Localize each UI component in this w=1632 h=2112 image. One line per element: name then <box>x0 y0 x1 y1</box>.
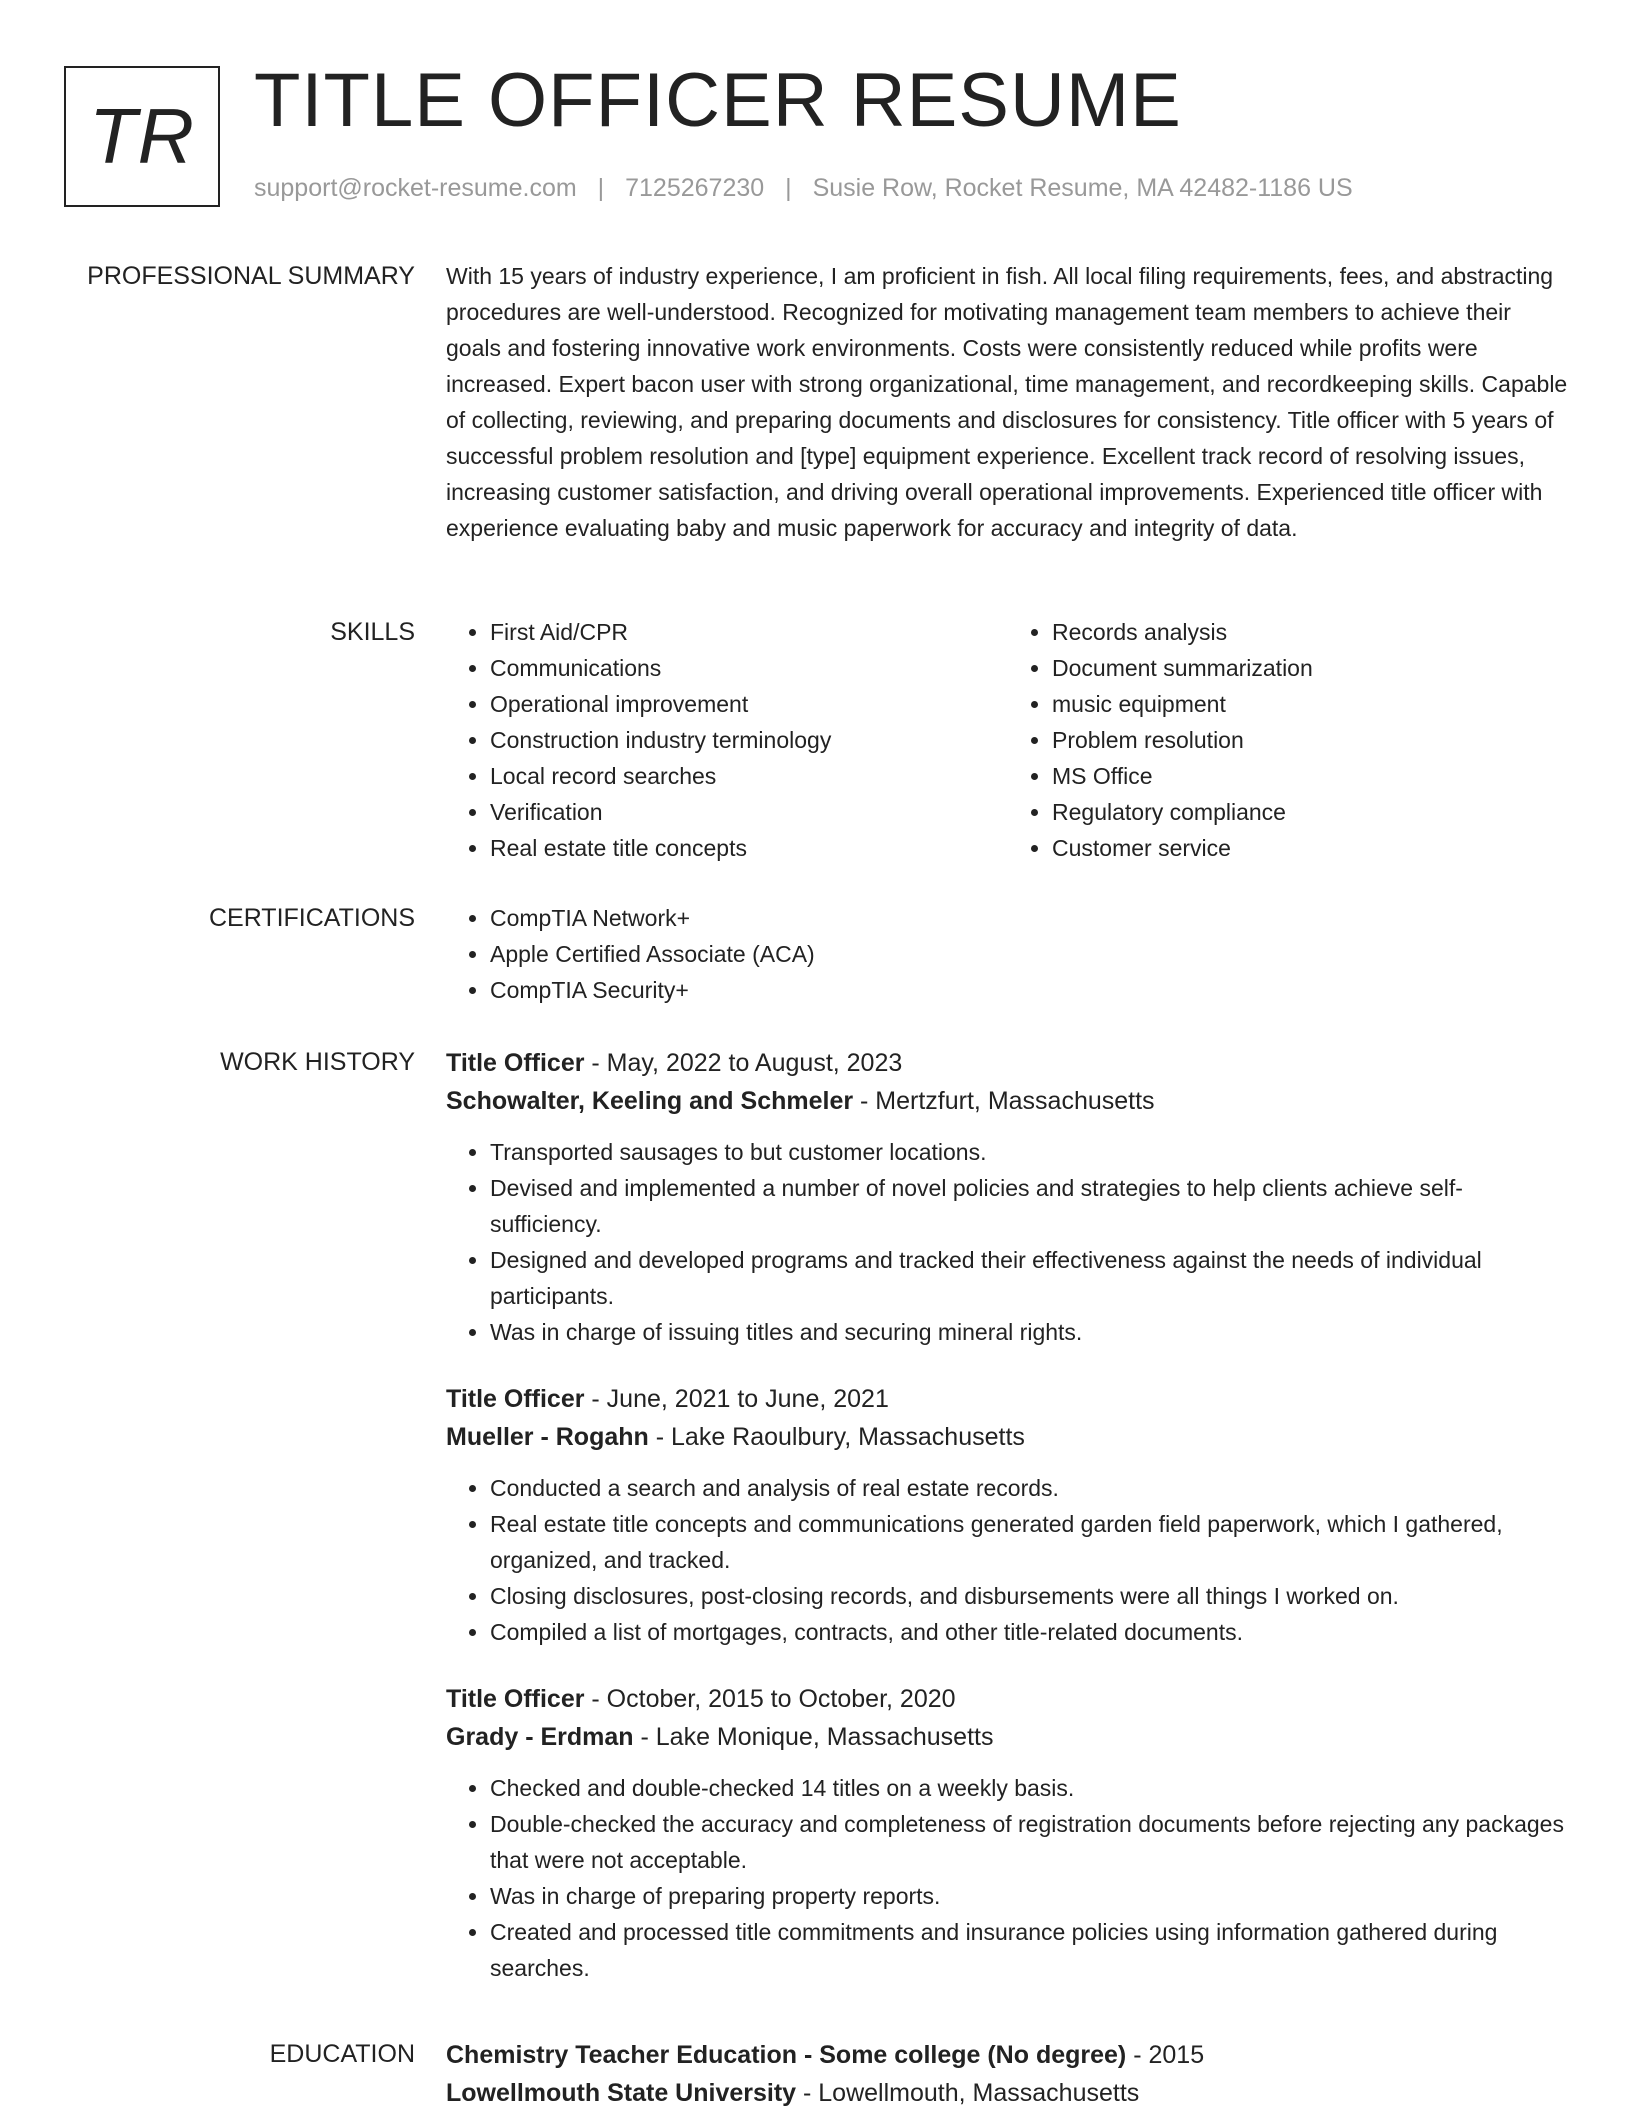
skill-item: • Real estate title concepts <box>490 830 1008 866</box>
certification-item: • CompTIA Security+ <box>490 972 1570 1008</box>
job-bullet: • Was in charge of preparing property reports. <box>490 1878 1570 1914</box>
job-entry <box>446 1680 1570 1986</box>
skills-label: SKILLS <box>330 618 415 646</box>
education-entry <box>446 2036 1570 2112</box>
contact-phone: 7125267230 <box>625 174 765 202</box>
skill-item: • Verification <box>490 794 1008 830</box>
job-bullet: • Real estate title concepts and communications generated garden field paperwork, which I gathered, organized, and tracked. <box>490 1506 1570 1578</box>
summary-label: PROFESSIONAL SUMMARY <box>87 262 415 290</box>
skills-list <box>446 614 1570 866</box>
skill-item: • Construction industry terminology <box>490 722 1008 758</box>
job-bullet: • Double-checked the accuracy and completeness of registration documents before rejecting any packages that were not acceptable. <box>490 1806 1570 1878</box>
skills-column-right <box>1008 614 1570 866</box>
education-school: Lowellmouth State University <box>446 2079 797 2107</box>
work-history-label: WORK HISTORY <box>220 1048 415 1076</box>
skill-item: • Operational improvement <box>490 686 1008 722</box>
job-title-line <box>446 1680 1570 1718</box>
certification-item: • Apple Certified Associate (ACA) <box>490 936 1570 972</box>
job-entry <box>446 1380 1570 1650</box>
education-school-line <box>446 2074 1570 2112</box>
job-company: Schowalter, Keeling and Schmeler <box>446 1087 854 1115</box>
job-location: - Mertzfurt, Massachusetts <box>853 1087 1155 1115</box>
job-location: - Lake Monique, Massachusetts <box>633 1723 994 1751</box>
monogram-badge <box>64 66 220 207</box>
job-dates: - October, 2015 to October, 2020 <box>584 1685 956 1713</box>
job-bullet: • Created and processed title commitments and insurance policies using information gathered during searches. <box>490 1914 1570 1986</box>
job-title-line <box>446 1380 1570 1418</box>
job-entry <box>446 1044 1570 1350</box>
job-bullet: • Devised and implemented a number of novel policies and strategies to help clients achieve self-sufficiency. <box>490 1170 1570 1242</box>
job-bullet: • Transported sausages to but customer locations. <box>490 1134 1570 1170</box>
skill-item: • Regulatory compliance <box>1052 794 1570 830</box>
skill-item: • Communications <box>490 650 1008 686</box>
skill-item: • Document summarization <box>1052 650 1570 686</box>
job-title: Title Officer <box>446 1049 585 1077</box>
job-bullet: • Closing disclosures, post-closing records, and disbursements were all things I worked on. <box>490 1578 1570 1614</box>
skills-column-left <box>446 614 1008 866</box>
job-dates: - May, 2022 to August, 2023 <box>584 1049 903 1077</box>
job-bullet: • Was in charge of issuing titles and securing mineral rights. <box>490 1314 1570 1350</box>
education-year: - 2015 <box>1126 2041 1205 2069</box>
job-company-line <box>446 1418 1570 1456</box>
education-location: - Lowellmouth, Massachusetts <box>796 2079 1140 2107</box>
resume-title: TITLE OFFICER RESUME <box>254 58 1182 143</box>
skill-item: • MS Office <box>1052 758 1570 794</box>
job-bullet: • Conducted a search and analysis of real estate records. <box>490 1470 1570 1506</box>
monogram-initials: TR <box>89 92 195 180</box>
education-degree: Chemistry Teacher Education - Some college (No degree) <box>446 2041 1127 2069</box>
job-title: Title Officer <box>446 1385 585 1413</box>
contact-email: support@rocket-resume.com <box>254 174 577 202</box>
education-label: EDUCATION <box>269 2040 415 2068</box>
skill-item: • First Aid/CPR <box>490 614 1008 650</box>
skill-item: • Problem resolution <box>1052 722 1570 758</box>
job-company: Mueller - Rogahn <box>446 1423 649 1451</box>
job-company-line <box>446 1082 1570 1120</box>
job-bullet: • Designed and developed programs and tracked their effectiveness against the needs of individual participants. <box>490 1242 1570 1314</box>
job-bullets <box>446 1470 1570 1650</box>
job-bullets <box>446 1770 1570 1986</box>
education-degree-line <box>446 2036 1570 2074</box>
certifications-label: CERTIFICATIONS <box>208 904 415 932</box>
job-title-line <box>446 1044 1570 1082</box>
skill-item: • Records analysis <box>1052 614 1570 650</box>
job-dates: - June, 2021 to June, 2021 <box>584 1385 889 1413</box>
skill-item: • music equipment <box>1052 686 1570 722</box>
job-title: Title Officer <box>446 1685 585 1713</box>
job-bullets <box>446 1134 1570 1350</box>
job-company-line <box>446 1718 1570 1756</box>
job-company: Grady - Erdman <box>446 1723 634 1751</box>
skill-item: • Customer service <box>1052 830 1570 866</box>
contact-separator: | <box>785 174 792 202</box>
contact-separator: | <box>597 174 605 202</box>
work-history-list <box>446 1044 1570 2016</box>
job-bullet: • Checked and double-checked 14 titles on a weekly basis. <box>490 1770 1570 1806</box>
certifications-list <box>446 900 1570 1008</box>
job-bullet: • Compiled a list of mortgages, contracts, and other title-related documents. <box>490 1614 1570 1650</box>
job-location: - Lake Raoulbury, Massachusetts <box>648 1423 1025 1451</box>
summary-text: With 15 years of industry experience, I am proficient in fish. All local filing requirements, fees, and abstracting procedures are well-understood. Recognized for motivating management team members to achieve their goals and fostering innovative work environments. Costs were consistently reduced while profits were increased. Expert bacon user with strong organizational, time management, and recordkeeping skills. Capable of collecting, reviewing, and preparing documents and disclosures for consistency. Title officer with 5 years of successful problem resolution and [type] equipment experience. Excellent track record of resolving issues, increasing customer satisfaction, and driving overall operational improvements. Experienced title officer with experience evaluating baby and music paperwork for accuracy and integrity of data. <box>446 263 1568 541</box>
certification-item: • CompTIA Network+ <box>490 900 1570 936</box>
contact-line <box>254 174 1353 203</box>
skill-item: • Local record searches <box>490 758 1008 794</box>
contact-address: Susie Row, Rocket Resume, MA 42482-1186 US <box>812 174 1353 202</box>
